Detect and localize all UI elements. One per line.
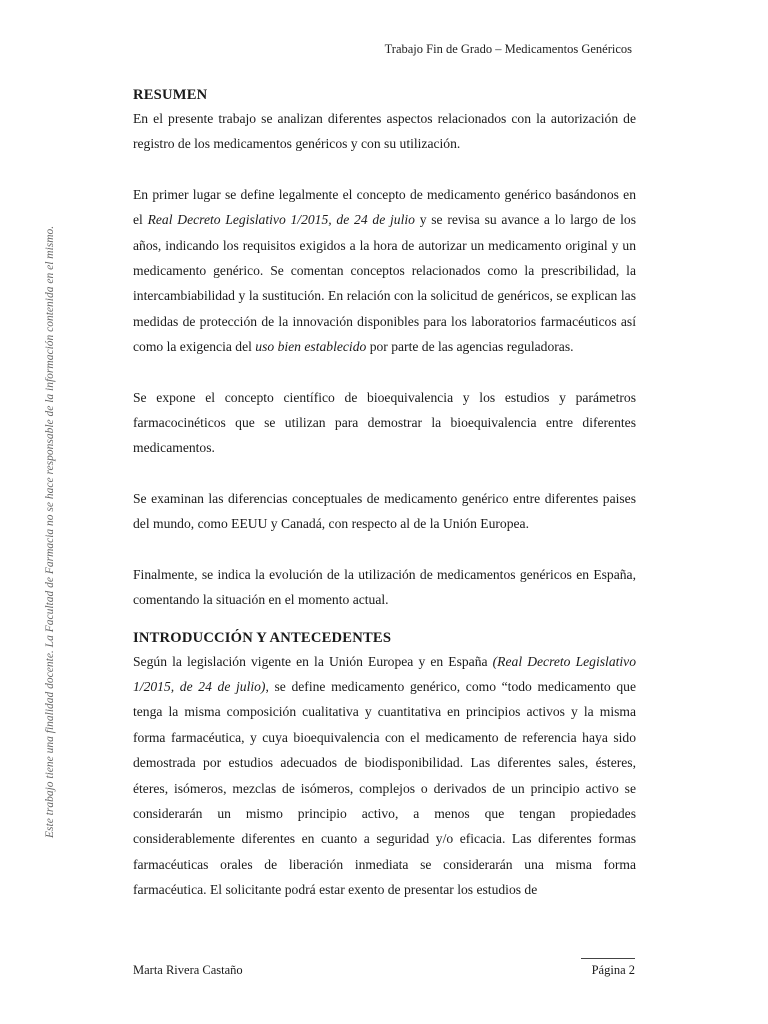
resumen-paragraph-2	[133, 182, 636, 360]
term-emphasis: uso bien establecido	[255, 339, 367, 355]
document-body	[133, 84, 636, 903]
law-citation: (Real Decreto Legislativo 1/2015, de 24 de julio)	[133, 653, 636, 694]
resumen-paragraph-4: Se examinan las diferencias conceptuales de medicamento genérico entre diferentes paises del mundo, como EEUU y Canadá, con respecto al de la Unión Europea.	[133, 490, 636, 532]
text-run: En primer lugar se define legalmente el concepto de medicamento genérico basándonos en el	[133, 186, 636, 228]
resumen-paragraph-1: En el presente trabajo se analizan diferentes aspectos relacionados con la autorización de registro de los medicamentos genéricos y con su utilización.	[133, 111, 636, 152]
resumen-paragraph-3: Se expone el concepto científico de bioequivalencia y los estudios y parámetros farmacocinéticos que se utilizan para demostrar la bioequivalencia entre diferentes medicamentos.	[133, 389, 636, 456]
text-run: Según la legislación vigente en la Unión Europea y en España	[133, 653, 493, 669]
resumen-paragraph-5: Finalmente, se indica la evolución de la utilización de medicamentos genéricos en España, comentando la situación en el momento actual.	[133, 566, 636, 608]
disclaimer-side-note: Este trabajo tiene una finalidad docente. La Facultad de Farmacia no se hace responsable de la información contenida en el mismo.	[44, 225, 56, 838]
text-run: , se define medicamento genérico, como “todo medicamento que tenga la misma composición cualitativa y cuantitativa en principios activos y la misma forma farmacéutica, y cuya bioequivalencia con el medicamento de referencia haya sido demostrada por estudios adecuados de biodisponibilidad. Las diferentes sales, ésteres, éteres, isómeros, mezclas de isómeros, complejos o derivados de un principio activo se considerarán un mismo principio activo, a menos que tengan propiedades considerablemente diferentes en cuanto a seguridad y/o eficacia. Las diferentes formas farmacéuticas orales de liberación inmediata se considerarán una misma forma farmacéutica. El solicitante podrá estar exento de presentar los estudios de	[133, 678, 636, 898]
footer-page-number: Página 2	[591, 963, 635, 977]
footer-author: Marta Rivera Castaño	[133, 963, 243, 977]
text-run: y se revisa su avance a lo largo de los años, indicando los requisitos exigidos a la hora de autorizar un medicamento original y un medicamento genérico. Se comentan conceptos relacionados como la prescribilidad, la intercambiabilidad y la sustitución. En relación con la solicitud de genéricos, se explican las medidas de protección de la innovación disponibles para los laboratorios farmacéuticos así como la exigencia del	[133, 212, 636, 355]
running-header: Trabajo Fin de Grado – Medicamentos Genéricos	[384, 42, 632, 56]
intro-paragraph-1	[133, 649, 636, 903]
text-run: por parte de las agencias reguladoras.	[366, 339, 574, 355]
intro-heading: INTRODUCCIÓN Y ANTECEDENTES	[133, 629, 392, 646]
resumen-heading: RESUMEN	[133, 87, 208, 103]
law-citation: Real Decreto Legislativo 1/2015, de 24 de julio	[147, 212, 415, 228]
footer-rule	[581, 958, 635, 959]
